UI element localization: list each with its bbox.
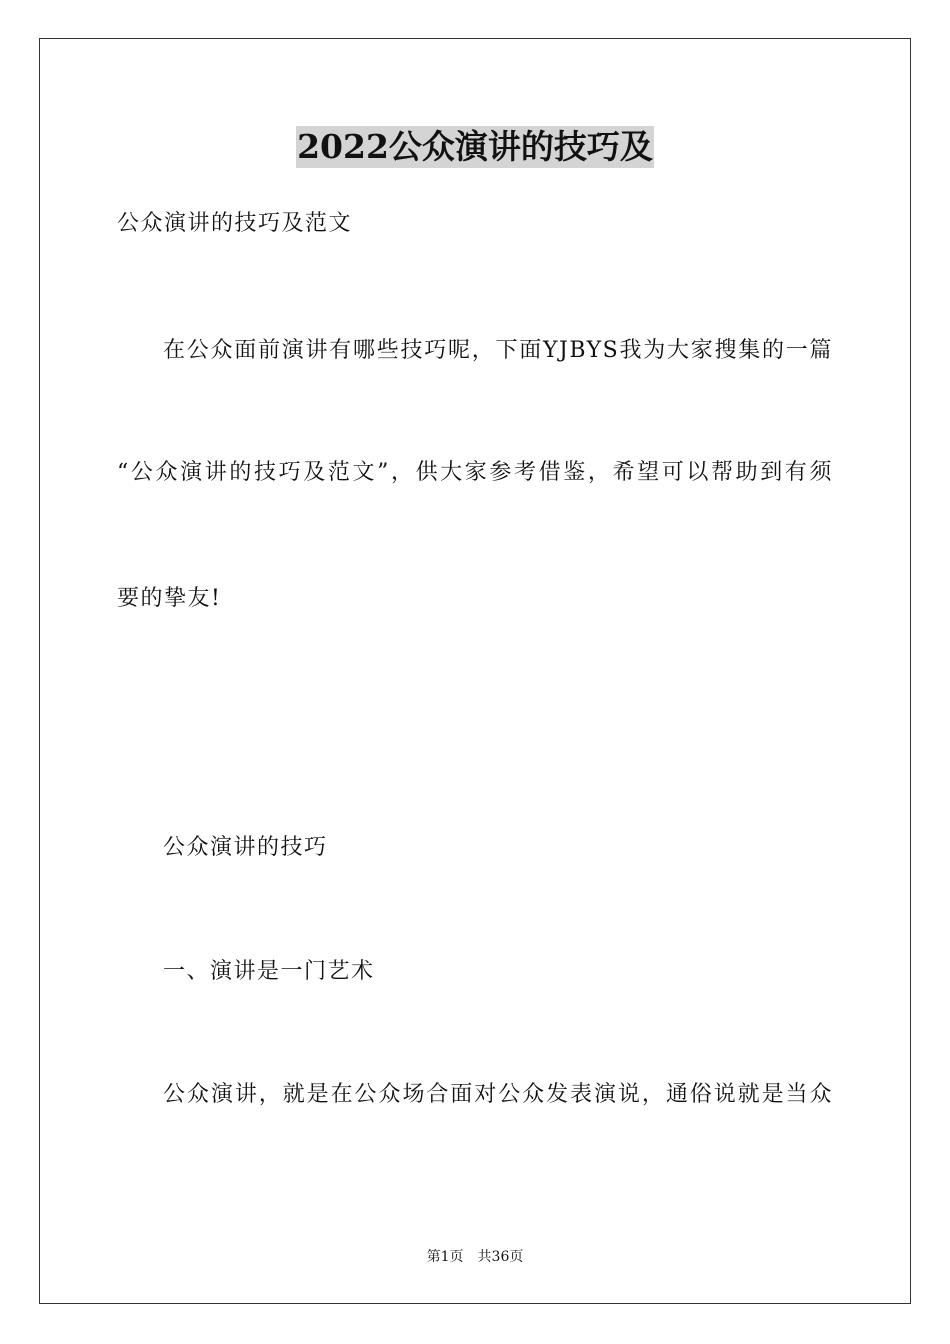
total-pages: 共36页 xyxy=(477,1249,524,1265)
paragraph-2-line-1: 公众演讲，就是在公众场合面对公众发表演说，通俗说就是当众 xyxy=(163,1082,833,1107)
paragraph-1-line-3: 要的挚友! xyxy=(117,586,222,611)
document-title: 2022公众演讲的技巧及 xyxy=(297,127,653,166)
title-container xyxy=(0,126,950,168)
paragraph-1-line-1: 在公众面前演讲有哪些技巧呢，下面YJBYS我为大家搜集的一篇 xyxy=(163,338,833,363)
page-number: 第1页 xyxy=(426,1249,464,1265)
paragraph-1-line-2: “公众演讲的技巧及范文”，供大家参考借鉴，希望可以帮助到有须 xyxy=(117,460,833,485)
section-heading: 公众演讲的技巧 xyxy=(163,835,328,860)
document-subtitle: 公众演讲的技巧及范文 xyxy=(117,211,353,236)
page-footer xyxy=(0,1247,950,1267)
subsection-heading: 一、演讲是一门艺术 xyxy=(163,959,375,984)
